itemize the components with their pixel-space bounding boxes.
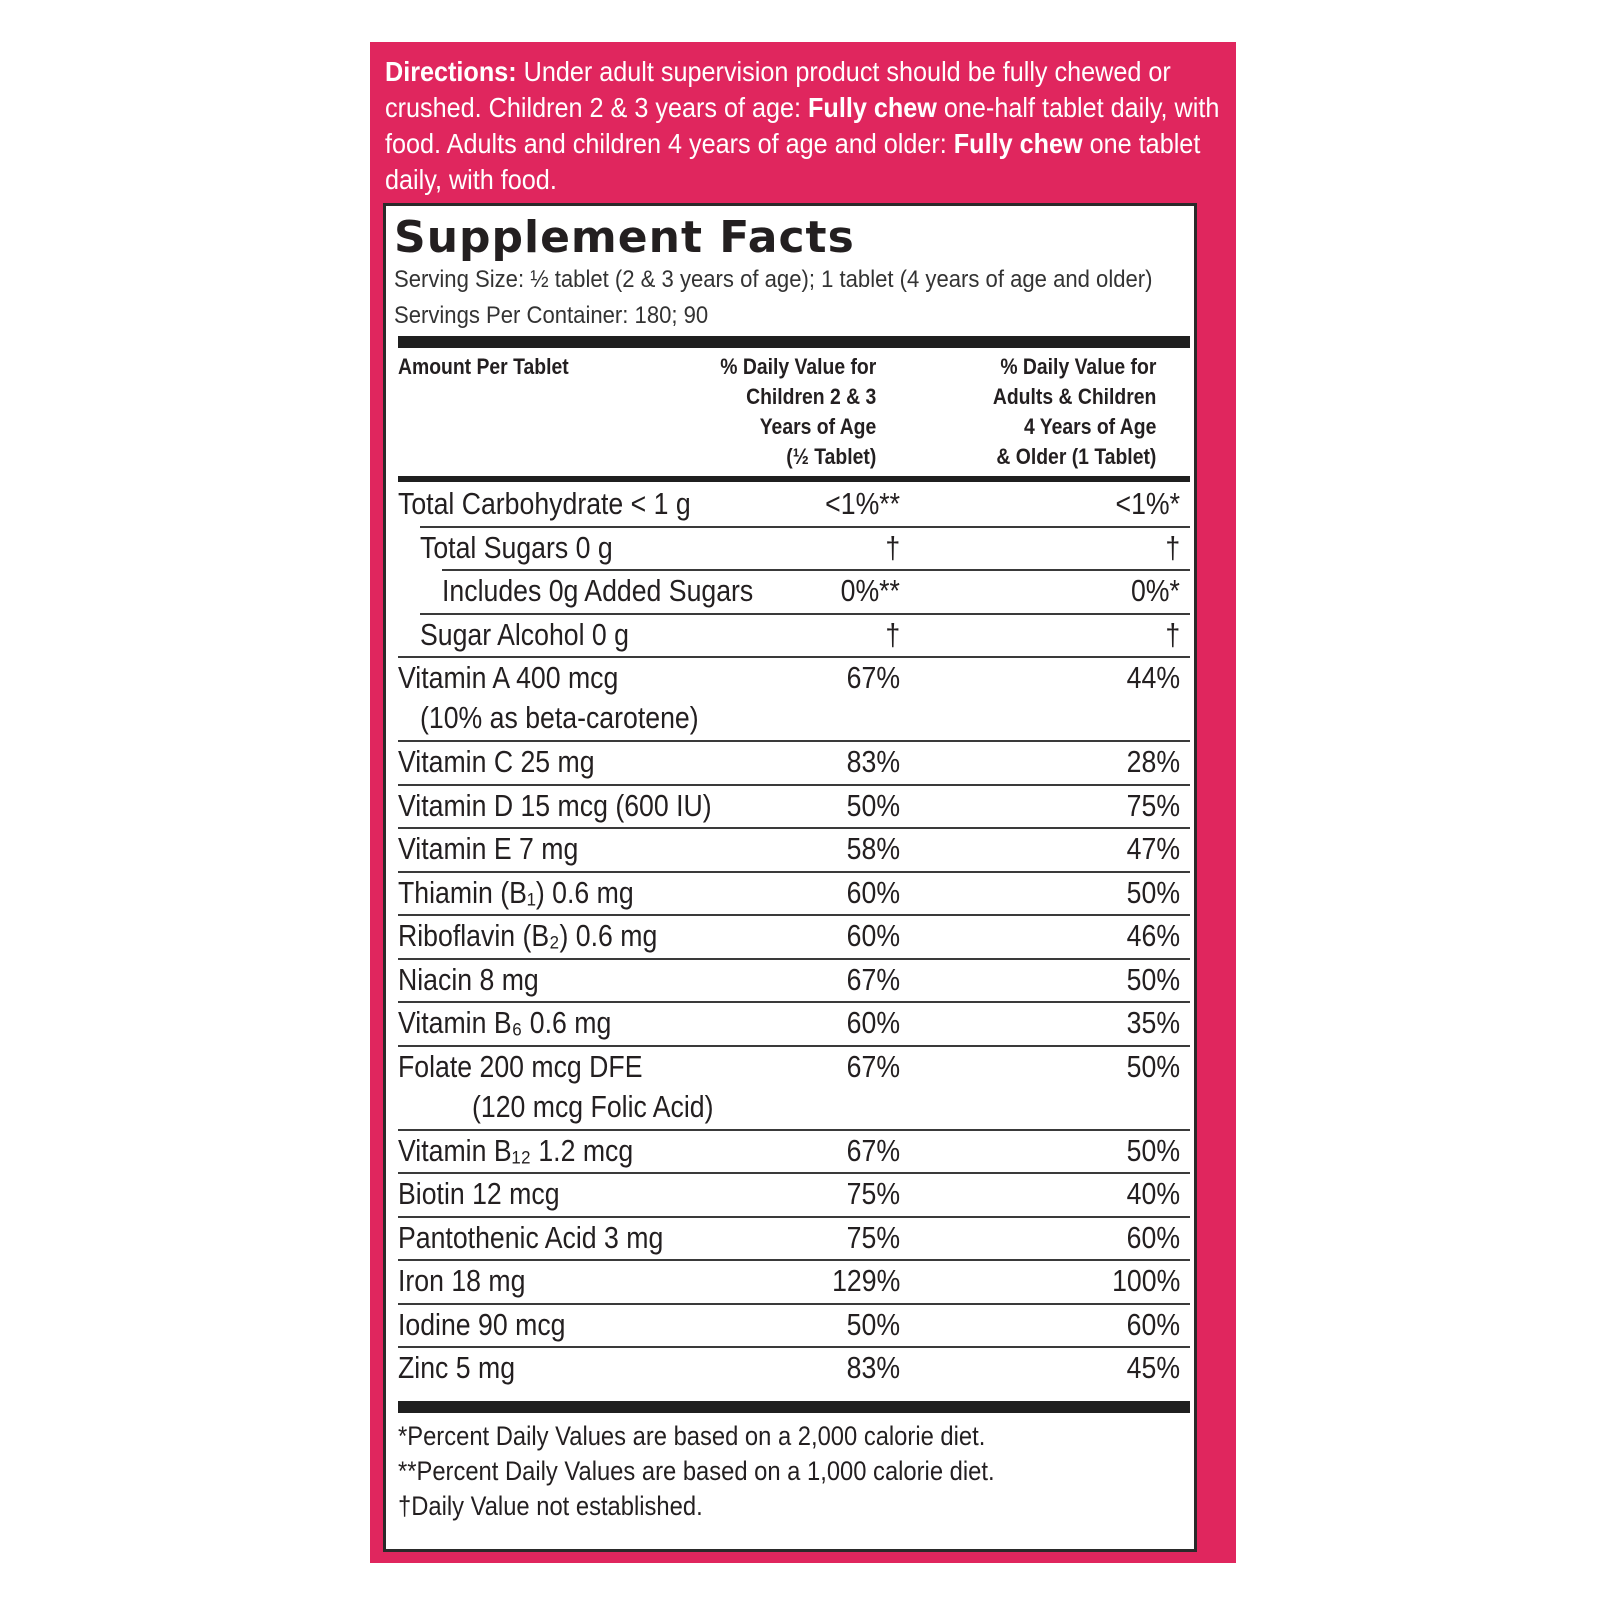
supplement-facts-box [383,203,1197,1552]
children-dv: 129% [831,1263,900,1298]
children-dv: 0%** [840,573,900,608]
header-children-line: Years of Age [759,414,877,439]
nutrient-name: Vitamin E 7 mg [398,831,579,866]
table-row [398,1047,1190,1131]
nutrient-name: Total Sugars 0 g [420,529,613,565]
children-dv: 50% [846,787,900,823]
directions-bold-2: Fully chew [953,128,1083,159]
nutrient-name: Thiamin (B₁) 0.6 mg [398,874,634,910]
children-dv: 50% [846,1306,900,1342]
directions-label: Directions: [385,56,517,87]
children-dv: 60% [846,874,900,910]
nutrient-name: Iodine 90 mcg [398,1306,566,1342]
header-children [695,352,876,472]
nutrient-name: Biotin 12 mcg [398,1176,560,1211]
nutrient-name: Zinc 5 mg [398,1350,516,1385]
label-panel [370,42,1236,1563]
children-dv: 75% [846,1176,900,1211]
adults-dv: 35% [1126,1005,1180,1040]
table-row [398,571,1190,615]
nutrient-subtext: (120 mcg Folic Acid) [472,1088,714,1124]
table-row [398,615,1190,659]
servings-per-container: Servings Per Container: 180; 90 [394,302,709,329]
header-children-line: (½ Tablet) [786,444,877,469]
header-rule [398,476,1190,482]
nutrient-name: Riboflavin (B₂) 0.6 mg [398,918,658,953]
directions-text [385,54,1220,198]
table-row [398,484,1190,528]
directions-bold-1: Fully chew [808,92,937,123]
table-row [398,742,1190,786]
adults-dv: 0%* [1131,573,1180,608]
directions-part-2: one-half tablet daily, with food. Adults and children 4 years of age and older: [385,92,1220,159]
adults-dv: 60% [1126,1306,1180,1342]
nutrient-name: Folate 200 mcg DFE [398,1048,643,1084]
nutrient-name: Vitamin B₁₂ 1.2 mcg [398,1132,634,1168]
table-row [398,528,1190,572]
nutrient-name: Includes 0g Added Sugars [442,573,754,608]
table-row [398,1348,1190,1392]
children-dv: 67% [846,660,900,695]
adults-dv: 28% [1126,744,1180,779]
adults-dv: 60% [1126,1219,1180,1255]
adults-dv: † [1165,529,1180,565]
table-row [398,1305,1190,1349]
table-row [398,1174,1190,1218]
children-dv: † [885,616,900,652]
children-dv: † [885,529,900,565]
adults-dv: 100% [1111,1263,1180,1298]
header-amount: Amount Per Tablet [398,354,569,379]
nutrient-name: Vitamin B₆ 0.6 mg [398,1005,612,1040]
table-row [398,1218,1190,1262]
adults-dv: 47% [1126,831,1180,866]
thick-rule-bottom [398,1401,1190,1413]
children-dv: 75% [846,1219,900,1255]
adults-dv: † [1165,616,1180,652]
children-dv: 58% [846,831,900,866]
facts-title: Supplement Facts [394,212,855,263]
footnote: †Daily Value not established. [398,1491,703,1521]
nutrient-name: Total Carbohydrate < 1 g [398,486,691,521]
adults-dv: 45% [1126,1350,1180,1385]
nutrient-name: Vitamin C 25 mg [398,744,595,779]
children-dv: 67% [846,1132,900,1168]
adults-dv: 50% [1126,1048,1180,1084]
children-dv: 67% [846,961,900,997]
table-row [398,1003,1190,1047]
header-children-line: Children 2 & 3 [746,384,877,409]
adults-dv: 50% [1126,961,1180,997]
header-adults-line: & Older (1 Tablet) [996,444,1157,469]
directions-part-1: Under adult supervision product should be fully chewed or crushed. Children 2 & 3 years of age: [385,56,1171,123]
adults-dv: 50% [1126,1132,1180,1168]
nutrient-subtext: (10% as beta-carotene) [420,700,699,735]
nutrient-name: Sugar Alcohol 0 g [420,616,629,652]
adults-dv: 50% [1126,874,1180,910]
header-adults-line: 4 Years of Age [1023,414,1157,439]
adults-dv: 46% [1126,918,1180,953]
adults-dv: <1%* [1115,486,1180,521]
header-adults-line: % Daily Value for [1000,354,1157,379]
thick-rule-top [398,336,1190,348]
children-dv: 60% [846,918,900,953]
footnote: **Percent Daily Values are based on a 1,000 calorie diet. [398,1456,995,1486]
table-row [398,658,1190,742]
adults-dv: 75% [1126,787,1180,823]
table-row [398,1131,1190,1175]
nutrient-name: Pantothenic Acid 3 mg [398,1219,664,1255]
table-row [398,916,1190,960]
header-adults-line: Adults & Children [992,384,1157,409]
table-row [398,873,1190,917]
table-row [398,1261,1190,1305]
header-adults [961,352,1156,472]
children-dv: 60% [846,1005,900,1040]
nutrient-name: Vitamin A 400 mcg [398,660,619,695]
adults-dv: 44% [1126,660,1180,695]
nutrient-name: Iron 18 mg [398,1263,526,1298]
table-row [398,960,1190,1004]
adults-dv: 40% [1126,1176,1180,1211]
nutrient-name: Niacin 8 mg [398,961,539,997]
nutrient-name: Vitamin D 15 mcg (600 IU) [398,787,712,823]
children-dv: 83% [846,1350,900,1385]
footnote: *Percent Daily Values are based on a 2,000 calorie diet. [398,1421,986,1451]
table-row [398,829,1190,873]
children-dv: <1%** [825,486,900,521]
children-dv: 67% [846,1048,900,1084]
table-row [398,786,1190,830]
children-dv: 83% [846,744,900,779]
header-children-line: % Daily Value for [720,354,877,379]
directions-part-3: one tablet daily, with food. [385,128,1201,195]
serving-size: Serving Size: ½ tablet (2 & 3 years of age); 1 tablet (4 years of age and older) [394,266,1153,293]
